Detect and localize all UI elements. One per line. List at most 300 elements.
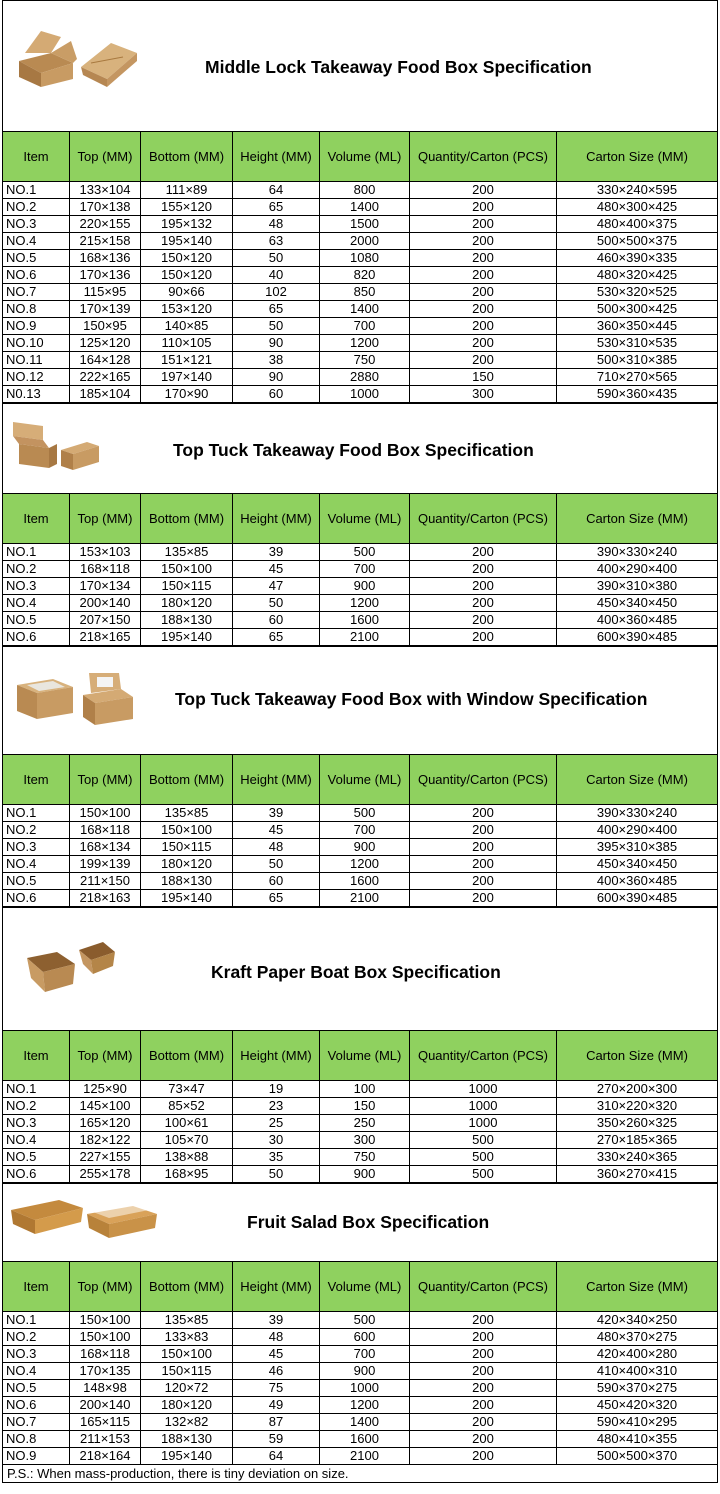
column-header: Item (3, 755, 70, 805)
spec-sheet (2, 0, 720, 1483)
table-cell: 150 (320, 1098, 410, 1115)
table-cell: 200 (410, 1363, 557, 1380)
table-cell: 188×130 (141, 873, 233, 890)
table-row (3, 301, 718, 318)
table-cell: 199×139 (70, 856, 141, 873)
section-header (3, 0, 717, 131)
table-cell: 1500 (320, 216, 410, 233)
table-row (3, 1380, 718, 1397)
table-cell: N0.13 (3, 386, 70, 403)
table-cell: NO.3 (3, 578, 70, 595)
table-cell: 200 (410, 301, 557, 318)
table-cell: 500×500×370 (557, 1448, 718, 1465)
table-cell: 200 (410, 1380, 557, 1397)
table-cell: 207×150 (70, 612, 141, 629)
table-cell: 395×310×385 (557, 839, 718, 856)
table-cell: 2100 (320, 629, 410, 646)
table-cell: 200 (410, 595, 557, 612)
table-cell: 200 (410, 1329, 557, 1346)
table-cell: 500 (410, 1149, 557, 1166)
table-cell: 2100 (320, 1448, 410, 1465)
section-title: Kraft Paper Boat Box Specification (211, 962, 501, 982)
table-cell: NO.9 (3, 1448, 70, 1465)
table-cell: 50 (233, 1166, 320, 1183)
table-cell: NO.1 (3, 1312, 70, 1329)
section-fruit-salad (2, 1183, 718, 1465)
section-header (3, 907, 717, 1030)
column-header: Height (MM) (233, 494, 320, 544)
section-header (3, 646, 717, 754)
column-header: Quantity/Carton (PCS) (410, 1031, 557, 1081)
table-cell: 197×140 (141, 369, 233, 386)
column-header: Top (MM) (70, 1031, 141, 1081)
table-cell: NO.5 (3, 250, 70, 267)
table-cell: 90×66 (141, 284, 233, 301)
table-body (3, 805, 718, 907)
table-cell: 45 (233, 561, 320, 578)
table-cell: 90 (233, 335, 320, 352)
table-cell: 2880 (320, 369, 410, 386)
table-cell: 45 (233, 1346, 320, 1363)
table-cell: 500 (320, 805, 410, 822)
table-cell: 200 (410, 822, 557, 839)
table-cell: 59 (233, 1431, 320, 1448)
table-row (3, 267, 718, 284)
table-cell: 600×390×485 (557, 629, 718, 646)
table-cell: NO.5 (3, 1380, 70, 1397)
table-cell: 168×118 (70, 822, 141, 839)
table-row (3, 369, 718, 386)
table-row (3, 1098, 718, 1115)
table-cell: 195×140 (141, 629, 233, 646)
table-cell: 188×130 (141, 612, 233, 629)
table-cell: 1200 (320, 856, 410, 873)
table-cell: 168×134 (70, 839, 141, 856)
table-cell: 500×500×375 (557, 233, 718, 250)
column-header: Height (MM) (233, 755, 320, 805)
table-cell: 2100 (320, 890, 410, 907)
fruit-salad-box-image (9, 1192, 159, 1244)
table-cell: 47 (233, 578, 320, 595)
table-row (3, 544, 718, 561)
table-cell: 50 (233, 595, 320, 612)
column-header: Volume (ML) (320, 1262, 410, 1312)
table-cell: 60 (233, 386, 320, 403)
table-cell: 200 (410, 805, 557, 822)
table-cell: 700 (320, 822, 410, 839)
table-cell: 600×390×485 (557, 890, 718, 907)
table-cell: 100 (320, 1081, 410, 1098)
table-cell: 820 (320, 267, 410, 284)
table-cell: 63 (233, 233, 320, 250)
table-cell: 150×100 (70, 1312, 141, 1329)
table-cell: 150×100 (141, 561, 233, 578)
table-cell: 170×136 (70, 267, 141, 284)
table-cell: NO.5 (3, 612, 70, 629)
table-cell: 200 (410, 199, 557, 216)
table-row (3, 595, 718, 612)
table-cell: 1000 (410, 1098, 557, 1115)
table-cell: 450×340×450 (557, 856, 718, 873)
table-cell: 200 (410, 1414, 557, 1431)
table-cell: 180×120 (141, 1397, 233, 1414)
table-cell: 750 (320, 1149, 410, 1166)
table-cell: NO.9 (3, 318, 70, 335)
table-cell: 700 (320, 561, 410, 578)
column-header: Volume (ML) (320, 1031, 410, 1081)
table-cell: NO.6 (3, 267, 70, 284)
table-cell: 200 (410, 544, 557, 561)
table-cell: 133×104 (70, 182, 141, 199)
table-row (3, 1166, 718, 1183)
table-cell: 360×270×415 (557, 1166, 718, 1183)
table-cell: 90 (233, 369, 320, 386)
table-cell: 39 (233, 1312, 320, 1329)
table-row (3, 1081, 718, 1098)
table-row (3, 1115, 718, 1132)
table-cell: NO.6 (3, 629, 70, 646)
table-row (3, 629, 718, 646)
table-cell: 200×140 (70, 595, 141, 612)
table-cell: 155×120 (141, 199, 233, 216)
table-cell: 530×320×525 (557, 284, 718, 301)
table-cell: NO.8 (3, 301, 70, 318)
table-row (3, 578, 718, 595)
table-cell: NO.6 (3, 890, 70, 907)
table-cell: 1200 (320, 1397, 410, 1414)
table-cell: 1600 (320, 1431, 410, 1448)
table-cell: 64 (233, 182, 320, 199)
table-cell: 390×330×240 (557, 544, 718, 561)
table-cell: 170×135 (70, 1363, 141, 1380)
table-cell: 200 (410, 578, 557, 595)
table-cell: 200×140 (70, 1397, 141, 1414)
table-cell: NO.4 (3, 233, 70, 250)
table-cell: 200 (410, 1346, 557, 1363)
column-header: Carton Size (MM) (557, 494, 718, 544)
table-cell: 50 (233, 250, 320, 267)
table-cell: 300 (410, 386, 557, 403)
table-cell: 40 (233, 267, 320, 284)
table-cell: 480×370×275 (557, 1329, 718, 1346)
table-row (3, 352, 718, 369)
table-cell: 145×100 (70, 1098, 141, 1115)
table-cell: 200 (410, 284, 557, 301)
table-body (3, 544, 718, 646)
table-cell: NO.4 (3, 1363, 70, 1380)
table-cell: 255×178 (70, 1166, 141, 1183)
table-cell: 330×240×365 (557, 1149, 718, 1166)
table-cell: 65 (233, 301, 320, 318)
section-top-tuck (2, 403, 718, 646)
table-cell: 400×290×400 (557, 561, 718, 578)
table-cell: 400×290×400 (557, 822, 718, 839)
table-cell: 310×220×320 (557, 1098, 718, 1115)
table-row (3, 233, 718, 250)
table-cell: 200 (410, 629, 557, 646)
window-box-image (13, 673, 139, 729)
table-cell: 195×140 (141, 1448, 233, 1465)
table-cell: 170×139 (70, 301, 141, 318)
table-cell: NO.1 (3, 182, 70, 199)
table-cell: 900 (320, 1363, 410, 1380)
table-cell: 590×360×435 (557, 386, 718, 403)
table-cell: 153×120 (141, 301, 233, 318)
column-header: Quantity/Carton (PCS) (410, 1262, 557, 1312)
table-cell: 1000 (410, 1115, 557, 1132)
table-cell: 330×240×595 (557, 182, 718, 199)
table-cell: 900 (320, 1166, 410, 1183)
table-cell: 45 (233, 822, 320, 839)
table-cell: 39 (233, 544, 320, 561)
table-cell: 200 (410, 873, 557, 890)
spec-table (2, 131, 718, 403)
table-cell: 150×100 (141, 1346, 233, 1363)
table-cell: 65 (233, 199, 320, 216)
column-header: Top (MM) (70, 132, 141, 182)
header-row (3, 1262, 718, 1312)
table-cell: 133×83 (141, 1329, 233, 1346)
table-cell: NO.10 (3, 335, 70, 352)
table-row (3, 1448, 718, 1465)
table-cell: NO.1 (3, 805, 70, 822)
table-cell: 182×122 (70, 1132, 141, 1149)
header-row (3, 755, 718, 805)
table-cell: NO.12 (3, 369, 70, 386)
column-header: Bottom (MM) (141, 494, 233, 544)
table-cell: 48 (233, 216, 320, 233)
table-cell: 200 (410, 1448, 557, 1465)
column-header: Height (MM) (233, 1031, 320, 1081)
table-cell: NO.3 (3, 1346, 70, 1363)
table-row (3, 1397, 718, 1414)
table-cell: 150×100 (70, 1329, 141, 1346)
table-row (3, 1149, 718, 1166)
table-cell: 200 (410, 1431, 557, 1448)
table-cell: NO.4 (3, 1132, 70, 1149)
table-cell: NO.6 (3, 1397, 70, 1414)
column-header: Top (MM) (70, 1262, 141, 1312)
table-cell: 65 (233, 629, 320, 646)
table-cell: 750 (320, 352, 410, 369)
table-cell: 227×155 (70, 1149, 141, 1166)
table-row (3, 199, 718, 216)
table-cell: 110×105 (141, 335, 233, 352)
table-cell: 125×120 (70, 335, 141, 352)
table-cell: 500 (320, 1312, 410, 1329)
table-cell: 270×185×365 (557, 1132, 718, 1149)
table-cell: 135×85 (141, 805, 233, 822)
table-cell: NO.1 (3, 1081, 70, 1098)
table-cell: 135×85 (141, 1312, 233, 1329)
table-cell: NO.2 (3, 199, 70, 216)
table-row (3, 1363, 718, 1380)
table-row (3, 318, 718, 335)
spec-table (2, 754, 718, 907)
table-cell: 1080 (320, 250, 410, 267)
table-cell: 39 (233, 805, 320, 822)
table-cell: NO.6 (3, 1166, 70, 1183)
table-cell: 165×115 (70, 1414, 141, 1431)
table-cell: 65 (233, 890, 320, 907)
table-cell: 102 (233, 284, 320, 301)
table-cell: 250 (320, 1115, 410, 1132)
table-cell: 590×410×295 (557, 1414, 718, 1431)
table-row (3, 822, 718, 839)
table-cell: 590×370×275 (557, 1380, 718, 1397)
table-cell: 500 (320, 544, 410, 561)
table-cell: 140×85 (141, 318, 233, 335)
table-cell: 170×90 (141, 386, 233, 403)
table-cell: 150×95 (70, 318, 141, 335)
table-cell: 850 (320, 284, 410, 301)
table-cell: 220×155 (70, 216, 141, 233)
table-cell: 195×140 (141, 233, 233, 250)
table-row (3, 1414, 718, 1431)
column-header: Bottom (MM) (141, 132, 233, 182)
table-cell: NO.7 (3, 284, 70, 301)
header-row (3, 494, 718, 544)
table-cell: 168×95 (141, 1166, 233, 1183)
table-cell: 200 (410, 216, 557, 233)
table-cell: 2000 (320, 233, 410, 250)
column-header: Carton Size (MM) (557, 132, 718, 182)
table-cell: 400×360×485 (557, 873, 718, 890)
table-cell: 150×115 (141, 1363, 233, 1380)
table-row (3, 890, 718, 907)
table-cell: 215×158 (70, 233, 141, 250)
table-cell: 360×350×445 (557, 318, 718, 335)
table-cell: 168×136 (70, 250, 141, 267)
table-cell: NO.2 (3, 822, 70, 839)
table-cell: 1400 (320, 199, 410, 216)
table-cell: 150×115 (141, 839, 233, 856)
table-cell: 600 (320, 1329, 410, 1346)
table-cell: 200 (410, 318, 557, 335)
table-cell: 30 (233, 1132, 320, 1149)
spec-table (2, 493, 718, 646)
column-header: Bottom (MM) (141, 755, 233, 805)
table-cell: 1600 (320, 873, 410, 890)
table-cell: 180×120 (141, 595, 233, 612)
table-cell: 138×88 (141, 1149, 233, 1166)
table-cell: 200 (410, 1397, 557, 1414)
table-body (3, 1312, 718, 1465)
table-cell: 150×100 (141, 822, 233, 839)
top-tuck-box-image (9, 418, 101, 474)
table-row (3, 839, 718, 856)
table-cell: 115×95 (70, 284, 141, 301)
table-cell: 200 (410, 250, 557, 267)
table-row (3, 1329, 718, 1346)
table-cell: 195×140 (141, 890, 233, 907)
table-cell: 48 (233, 839, 320, 856)
table-cell: 151×121 (141, 352, 233, 369)
table-cell: 150×120 (141, 267, 233, 284)
boat-box-image (23, 938, 119, 998)
table-cell: 200 (410, 612, 557, 629)
column-header: Height (MM) (233, 1262, 320, 1312)
table-row (3, 216, 718, 233)
table-row (3, 386, 718, 403)
table-cell: 75 (233, 1380, 320, 1397)
table-cell: 170×134 (70, 578, 141, 595)
table-cell: NO.2 (3, 1329, 70, 1346)
table-cell: 132×82 (141, 1414, 233, 1431)
middle-lock-box-image (11, 23, 141, 93)
table-cell: 200 (410, 335, 557, 352)
table-cell: 23 (233, 1098, 320, 1115)
section-middle-lock (2, 0, 718, 403)
table-cell: 1200 (320, 595, 410, 612)
table-row (3, 182, 718, 199)
table-cell: 111×89 (141, 182, 233, 199)
table-cell: 73×47 (141, 1081, 233, 1098)
column-header: Top (MM) (70, 494, 141, 544)
table-cell: 420×400×280 (557, 1346, 718, 1363)
table-cell: 150×120 (141, 250, 233, 267)
table-cell: 50 (233, 318, 320, 335)
table-cell: 200 (410, 839, 557, 856)
table-cell: 164×128 (70, 352, 141, 369)
table-cell: 480×320×425 (557, 267, 718, 284)
table-cell: 87 (233, 1414, 320, 1431)
table-cell: 46 (233, 1363, 320, 1380)
column-header: Carton Size (MM) (557, 1262, 718, 1312)
table-cell: 150×115 (141, 578, 233, 595)
table-cell: 710×270×565 (557, 369, 718, 386)
table-cell: 49 (233, 1397, 320, 1414)
table-cell: 1400 (320, 301, 410, 318)
column-header: Top (MM) (70, 755, 141, 805)
table-cell: 500×310×385 (557, 352, 718, 369)
table-cell: 200 (410, 182, 557, 199)
table-cell: 85×52 (141, 1098, 233, 1115)
column-header: Volume (ML) (320, 132, 410, 182)
table-cell: 170×138 (70, 199, 141, 216)
table-cell: 530×310×535 (557, 335, 718, 352)
column-header: Item (3, 1031, 70, 1081)
table-cell: 148×98 (70, 1380, 141, 1397)
table-row (3, 1312, 718, 1329)
section-title: Top Tuck Takeaway Food Box Specification (173, 440, 534, 460)
table-row (3, 612, 718, 629)
table-cell: 390×310×380 (557, 578, 718, 595)
footnote: P.S.: When mass-production, there is tiny deviation on size. (2, 1465, 718, 1483)
table-cell: 48 (233, 1329, 320, 1346)
header-row (3, 1031, 718, 1081)
table-cell: 222×165 (70, 369, 141, 386)
table-cell: NO.7 (3, 1414, 70, 1431)
column-header: Bottom (MM) (141, 1031, 233, 1081)
table-cell: 200 (410, 267, 557, 284)
table-cell: 410×400×310 (557, 1363, 718, 1380)
table-cell: 135×85 (141, 544, 233, 561)
table-cell: 19 (233, 1081, 320, 1098)
table-cell: 38 (233, 352, 320, 369)
table-row (3, 284, 718, 301)
table-cell: 200 (410, 856, 557, 873)
section-title: Top Tuck Takeaway Food Box with Window Specification (175, 689, 648, 709)
table-cell: 480×410×355 (557, 1431, 718, 1448)
table-cell: 270×200×300 (557, 1081, 718, 1098)
table-cell: 420×340×250 (557, 1312, 718, 1329)
table-row (3, 856, 718, 873)
table-cell: 200 (410, 890, 557, 907)
column-header: Carton Size (MM) (557, 1031, 718, 1081)
table-cell: 125×90 (70, 1081, 141, 1098)
table-cell: 460×390×335 (557, 250, 718, 267)
